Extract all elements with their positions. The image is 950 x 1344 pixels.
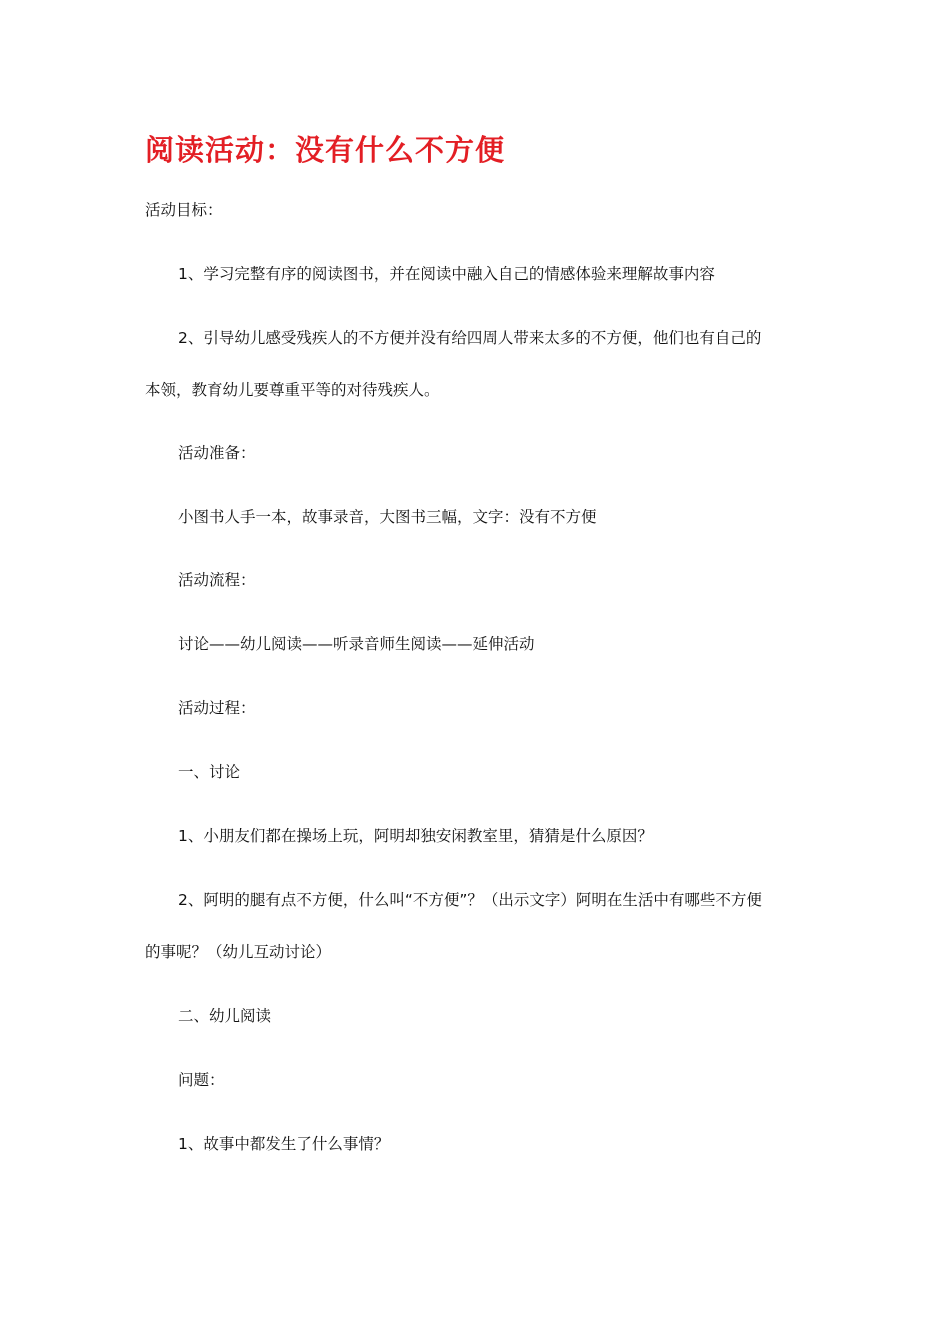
question-item-1: 1、故事中都发生了什么事情？	[178, 1135, 390, 1153]
document-title: 阅读活动：没有什么不方便	[145, 133, 506, 167]
goal-item-2: 2、引导幼儿感受残疾人的不方便并没有给四周人带来太多的不方便，他们也有自己的	[178, 329, 762, 347]
goal-item-1: 1、学习完整有序的阅读图书，并在阅读中融入自己的情感体验来理解故事内容	[178, 265, 715, 283]
discussion-item-2: 2、阿明的腿有点不方便，什么叫“不方便”？（出示文字）阿明在生活中有哪些不方便	[178, 891, 762, 909]
flow-text: 讨论——幼儿阅读——听录音师生阅读——延伸活动	[178, 635, 535, 653]
process-step-discussion: 一、讨论	[178, 763, 241, 781]
section-heading-preparation: 活动准备：	[178, 444, 256, 462]
preparation-text: 小图书人手一本，故事录音，大图书三幅，文字：没有不方便	[178, 508, 597, 526]
section-heading-flow: 活动流程：	[178, 571, 256, 589]
process-step-reading: 二、幼儿阅读	[178, 1007, 272, 1025]
section-heading-process: 活动过程：	[178, 699, 256, 717]
goal-item-2-continued: 本领，教育幼儿要尊重平等的对待残疾人。	[145, 381, 440, 399]
discussion-item-2-continued: 的事呢？（幼儿互动讨论）	[145, 943, 332, 961]
questions-heading: 问题：	[178, 1071, 225, 1089]
discussion-item-1: 1、小朋友们都在操场上玩，阿明却独安闲教室里，猜猜是什么原因？	[178, 827, 653, 845]
section-heading-goals: 活动目标：	[145, 201, 223, 219]
